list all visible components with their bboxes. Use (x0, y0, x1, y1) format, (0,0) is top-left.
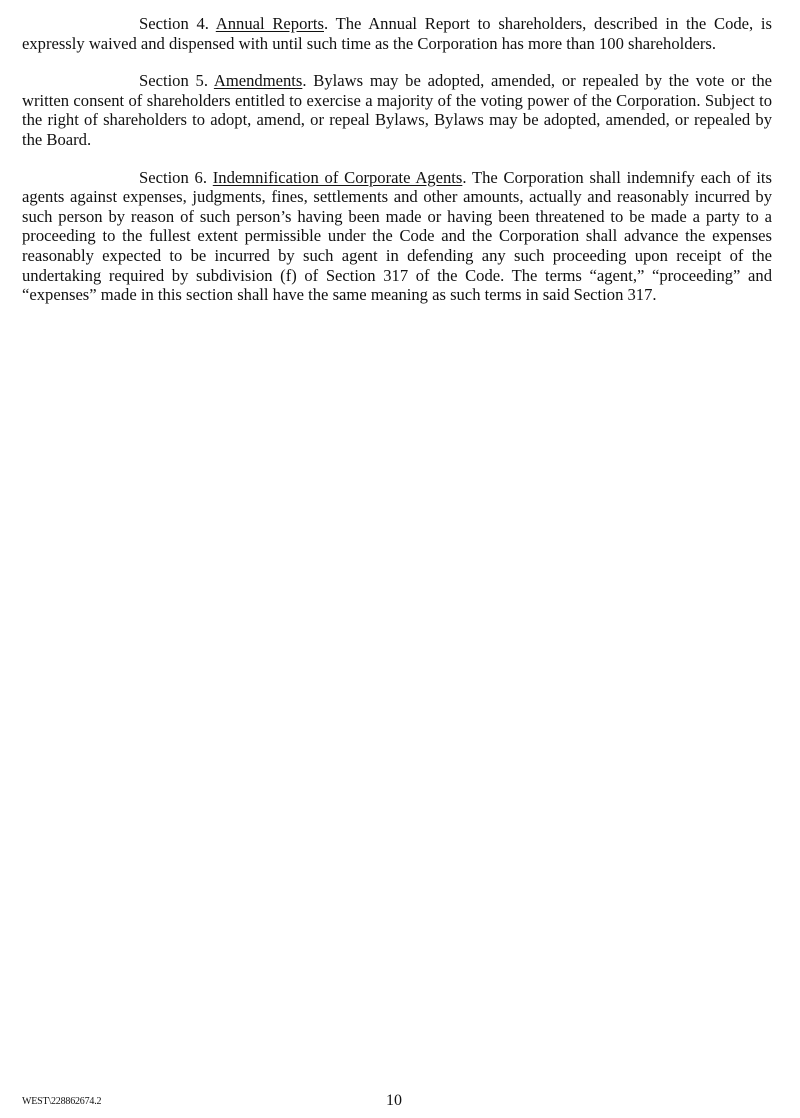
section-5-heading: Amendments (213, 71, 303, 91)
section-5-paragraph (22, 71, 772, 149)
section-4-paragraph (22, 14, 772, 53)
section-4-text: . The Annual Report to shareholders, described in the Code, is expressly waived and dispensed with until such time as the Corporation has more than 100 shareholders. (22, 14, 772, 53)
section-5-text: . Bylaws may be adopted, amended, or repealed by the vote or the written consent of shareholders entitled to exercise a majority of the voting power of the Corporation. Subject to the right of shareholders to adopt, amend, or repeal Bylaws, Bylaws may be adopted, amended, or repealed by the Board. (22, 71, 773, 149)
page-number: 10 (386, 1092, 402, 1109)
section-5-label: Section 5. (139, 71, 208, 91)
body-text (22, 14, 772, 323)
section-4-heading: Annual Reports (215, 14, 324, 33)
section-6-text: . The Corporation shall indemnify each of its agents against expenses, judgments, fines, settlements and other amounts, actually and reasonably incurred by such person by reason of such person’s having been made or having been threatened to be made a party to a proceeding to the fullest extent permissible under the Code and the Corporation shall advance the expenses reasonably expected to be incurred by such agent in defending any such proceeding upon receipt of the undertaking required by subdivision (f) of Section 317 of the Code. The terms “agent,” “proceeding” and “expenses” made in this section shall have the same meaning as such terms in said Section 317. (22, 167, 772, 305)
section-4-label: Section 4. (139, 14, 209, 33)
section-6-heading: Indemnification of Corporate Agents (212, 167, 463, 187)
section-6-label: Section 6. (139, 167, 207, 187)
section-6-paragraph (22, 168, 772, 305)
footer-document-id: WEST\228862674.2 (22, 1096, 102, 1107)
